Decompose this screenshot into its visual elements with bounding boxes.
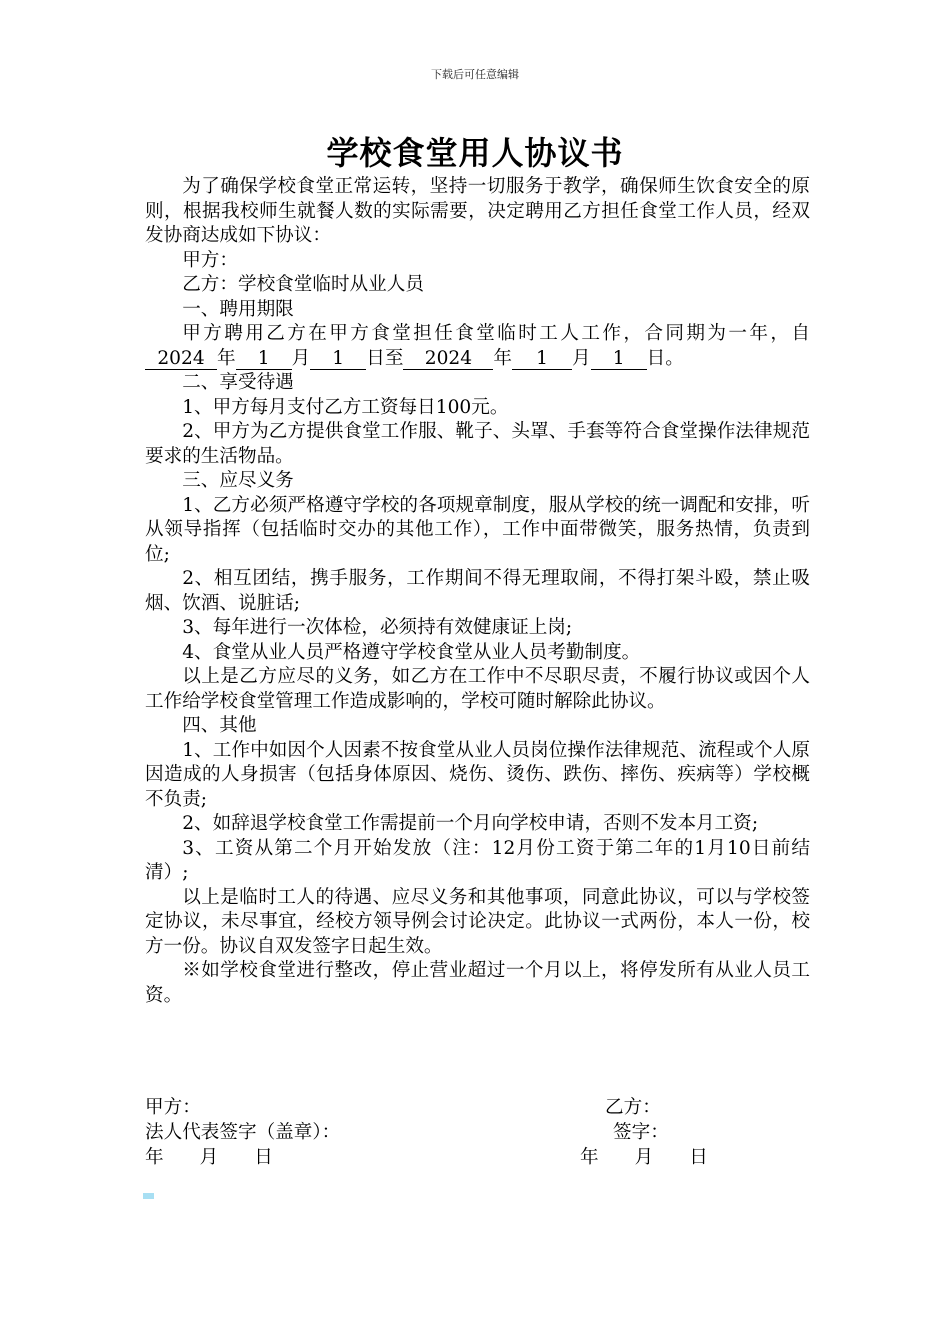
year-label: 年 (493, 347, 513, 369)
party-b-date (580, 1146, 708, 1171)
section-3-item-1: 1、乙方必须严格遵守学校的各项规章制度，服从学校的统一调配和安排，听从领导指挥（包括临时交办的其他工作），工作中面带微笑，服务热情，负责到位; (145, 494, 810, 565)
term-text: 甲方聘用乙方在甲方食堂担任食堂临时工人工作，合同期为一年，自 (182, 323, 810, 344)
signature-party-b: 乙方： (605, 1097, 661, 1118)
start-day-blank: 1 (310, 349, 366, 370)
section-2-item-2: 2、甲方为乙方提供食堂工作服、靴子、头罩、手套等符合食堂操作法律规范要求的生活物品。 (145, 421, 810, 467)
start-year-blank: 2024 (145, 349, 217, 370)
party-b-line: 乙方：学校食堂临时从业人员 (182, 274, 424, 295)
section-1-term (145, 322, 810, 371)
section-4-item-3: 3、工资从第二个月开始发放（注：12月份工资于第二年的1月10日前结清）; (145, 837, 810, 883)
end-day-blank: 1 (591, 349, 647, 370)
month-label: 月 (572, 347, 591, 369)
section-3-item-4: 4、食堂从业人员严格遵守学校食堂从业人员考勤制度。 (182, 641, 641, 663)
to-label: 日至 (366, 347, 404, 369)
end-month-blank: 1 (512, 349, 572, 370)
start-month-blank: 1 (236, 349, 292, 370)
date-year: 年 (145, 1147, 164, 1168)
section-2-heading: 二、享受待遇 (182, 372, 294, 393)
section-4-summary: 以上是临时工人的待遇、应尽义务和其他事项，同意此协议，可以与学校签定协议，未尽事宜，经校方领导例会讨论决定。此协议一式两份，本人一份，校方一份。协议自双发签字日起生效。 (145, 886, 810, 957)
section-1-heading: 一、聘用期限 (182, 298, 294, 320)
date-year: 年 (580, 1147, 599, 1168)
date-month: 月 (199, 1147, 219, 1168)
section-4-heading: 四、其他 (182, 715, 257, 736)
document-title: 学校食堂用人协议书 (326, 134, 624, 172)
end-year-blank: 2024 (403, 349, 493, 370)
legal-rep-signature-label: 法人代表签字（盖章）： (145, 1122, 341, 1143)
date-day: 日 (254, 1147, 273, 1168)
section-3-item-3: 3、每年进行一次体检，必须持有效健康证上岗; (182, 617, 573, 638)
section-4-item-2: 2、如辞退学校食堂工作需提前一个月向学校申请，否则不发本月工资; (182, 813, 759, 834)
section-3-item-2: 2、相互团结，携手服务，工作期间不得无理取闹，不得打架斗殴，禁止吸烟、饮酒、说脏话; (145, 568, 810, 614)
party-b-signature-label: 签字： (613, 1122, 669, 1143)
party-a-line: 甲方： (182, 249, 238, 271)
date-day: 日 (689, 1147, 708, 1168)
agreement-body (145, 175, 810, 1008)
day-label: 日。 (646, 347, 684, 369)
party-a-date (145, 1146, 273, 1171)
section-4-item-1: 1、工作中如因个人因素不按食堂从业人员岗位操作法律规范、流程或个人原因造成的人身损害（包括身体原因、烧伤、烫伤、跌伤、摔伤、疾病等）学校概不负责; (145, 739, 810, 810)
section-2-item-1: 1、甲方每月支付乙方工资每日100元。 (182, 396, 509, 418)
section-3-heading: 三、应尽义务 (182, 470, 294, 491)
section-4-note: ※如学校食堂进行整改，停止营业超过一个月以上，将停发所有从业人员工资。 (145, 960, 810, 1006)
section-3-summary: 以上是乙方应尽的义务，如乙方在工作中不尽职尽责，不履行协议或因个人工作给学校食堂管理工作造成影响的，学校可随时解除此协议。 (145, 666, 810, 712)
text-cursor-marker (143, 1193, 154, 1199)
signature-party-a: 甲方： (145, 1097, 201, 1118)
month-label: 月 (291, 347, 311, 369)
year-label: 年 (217, 347, 236, 369)
date-month: 月 (634, 1147, 654, 1168)
page-header-note: 下载后可任意编辑 (431, 68, 519, 81)
intro-paragraph: 为了确保学校食堂正常运转，坚持一切服务于教学，确保师生饮食安全的原则，根据我校师生就餐人数的实际需要，决定聘用乙方担任食堂工作人员，经双发协商达成如下协议： (145, 176, 810, 246)
